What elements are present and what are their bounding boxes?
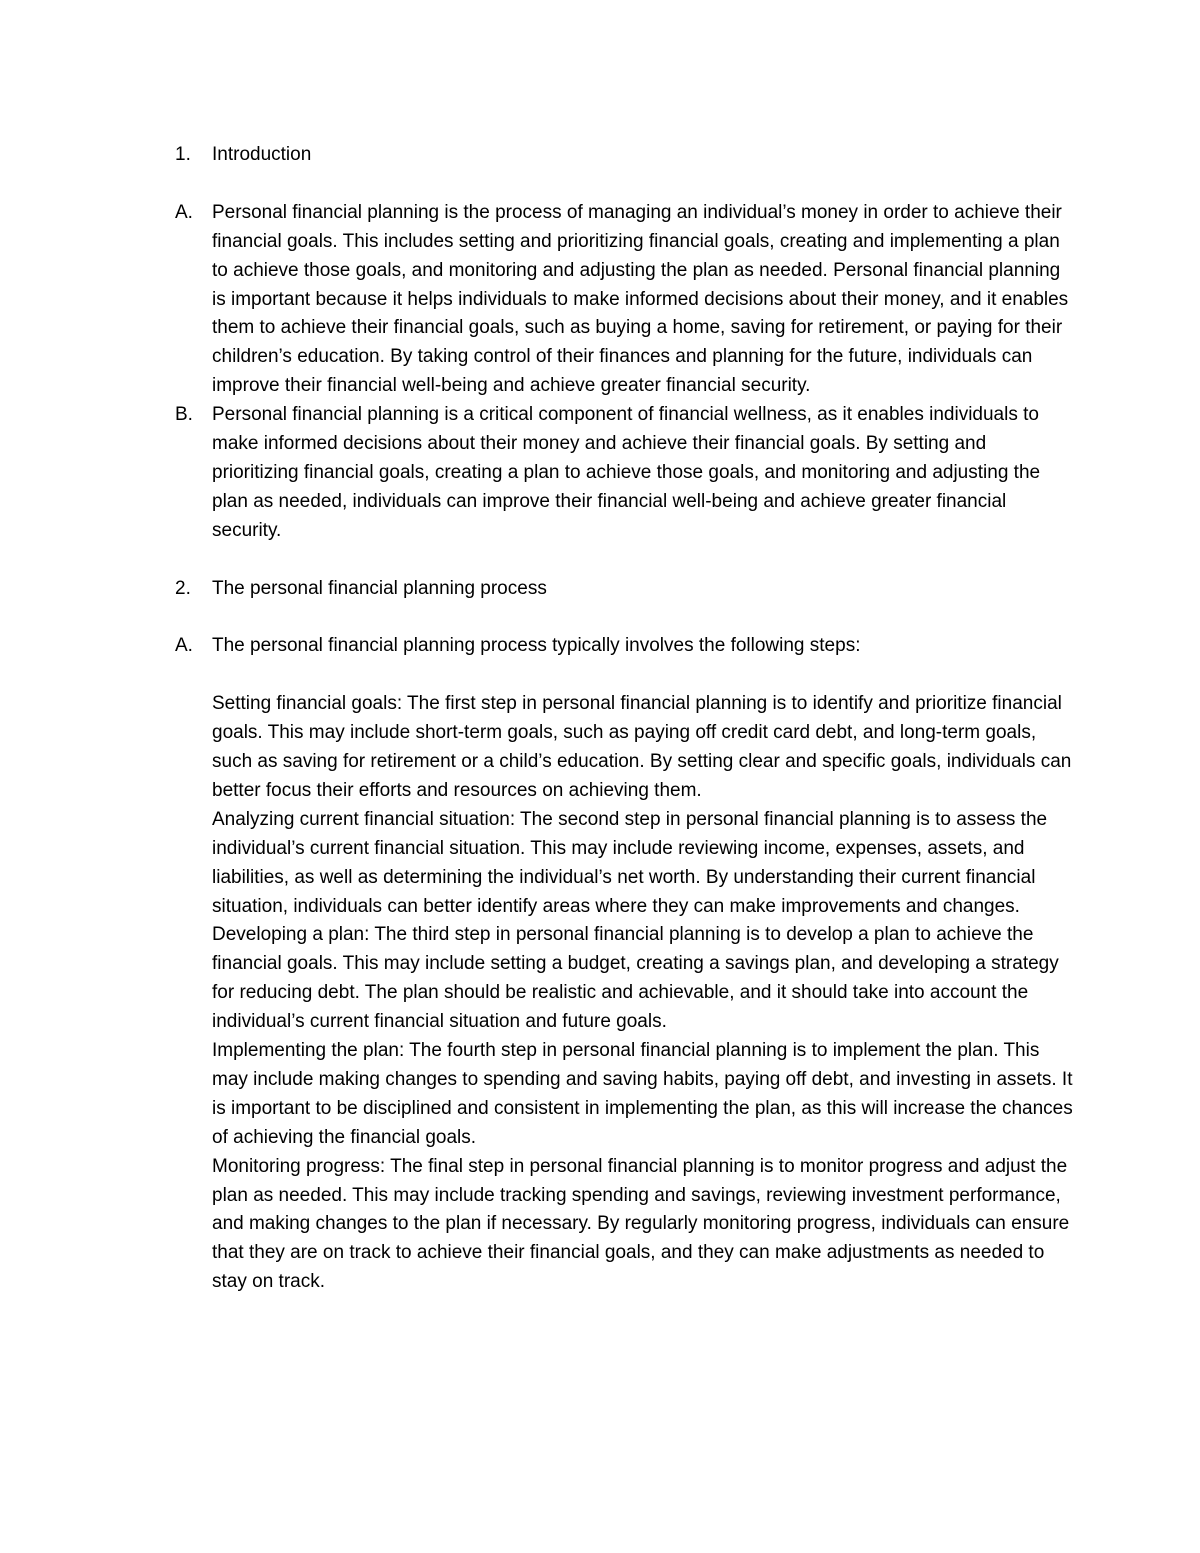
item-text: Personal financial planning is the process of managing an individual’s money in order to achieve their financial goals. This includes setting and prioritizing financial goals, creating and implementing a plan to achieve those goals, and monitoring and adjusting the plan as needed. Personal financial planning is important because it helps individuals to make informed decisions about their money, and it enables them to achieve their financial goals, such as buying a home, saving for retirement, or paying for their children’s education. By taking control of their finances and planning for the future, individuals can improve their financial well-being and achieve greater financial security. [212,201,1069,397]
item-text: The personal financial planning process typically involves the following steps: [212,635,861,657]
step-paragraph: Setting financial goals: The first step in personal financial planning is to identify and prioritize financial goals. This may include short-term goals, such as paying off credit card debt, and long-term goals, such as saving for retirement or a child’s education. By setting clear and specific goals, individuals can better focus their efforts and resources on achieving them. [212,693,1072,801]
step-paragraph: Developing a plan: The third step in personal financial planning is to develop a plan to achieve the financial goals. This may include setting a budget, creating a savings plan, and developing a strategy for reducing debt. The plan should be realistic and achievable, and it should take into account the individual’s current financial situation and future goals. [212,924,1059,1033]
step-paragraph: Monitoring progress: The final step in personal financial planning is to monitor progress and adjust the plan as needed. This may include tracking spending and savings, reviewing investment performance, and making changes to the plan if necessary. By regularly monitoring progress, individuals can ensure that they are on track to achieve their financial goals, and they can make adjustments as needed to stay on track. [212,1155,1070,1293]
spacer [175,170,1075,199]
item-letter: A. [175,201,193,223]
section-heading [175,575,1075,604]
section-number: 1. [175,144,191,165]
section-number: 2. [175,577,191,599]
item-letter: A. [175,635,193,657]
section-title: Introduction [212,144,312,165]
step-paragraph: Implementing the plan: The fourth step in personal financial planning is to implement the plan. This may include making changes to spending and saving habits, paying off debt, and investing in assets. It is important to be disciplined and consistent in implementing the plan, as this will increase the chances of achieving the financial goals. [212,1040,1073,1148]
spacer [175,661,1075,690]
list-item [175,199,1075,401]
list-item [175,632,1075,661]
spacer [175,546,1075,575]
document-content [175,141,1075,1297]
list-item [175,401,1075,546]
step-paragraph: Analyzing current financial situation: The second step in personal financial planning is to assess the individual’s current financial situation. This may include reviewing income, expenses, assets, and liabilities, as well as determining the individual’s net worth. By understanding their current financial situation, individuals can better identify areas where they can make improvements and changes. [212,808,1048,917]
section-heading [175,141,1075,170]
spacer [175,603,1075,632]
item-text: Personal financial planning is a critical component of financial wellness, as it enables individuals to make informed decisions about their money and achieve their financial goals. By setting and prioritizing financial goals, creating a plan to achieve those goals, and monitoring and adjusting the plan as needed, individuals can improve their financial well-being and achieve greater financial security. [212,404,1041,541]
item-letter: B. [175,404,193,426]
section-title: The personal financial planning process [212,577,547,599]
